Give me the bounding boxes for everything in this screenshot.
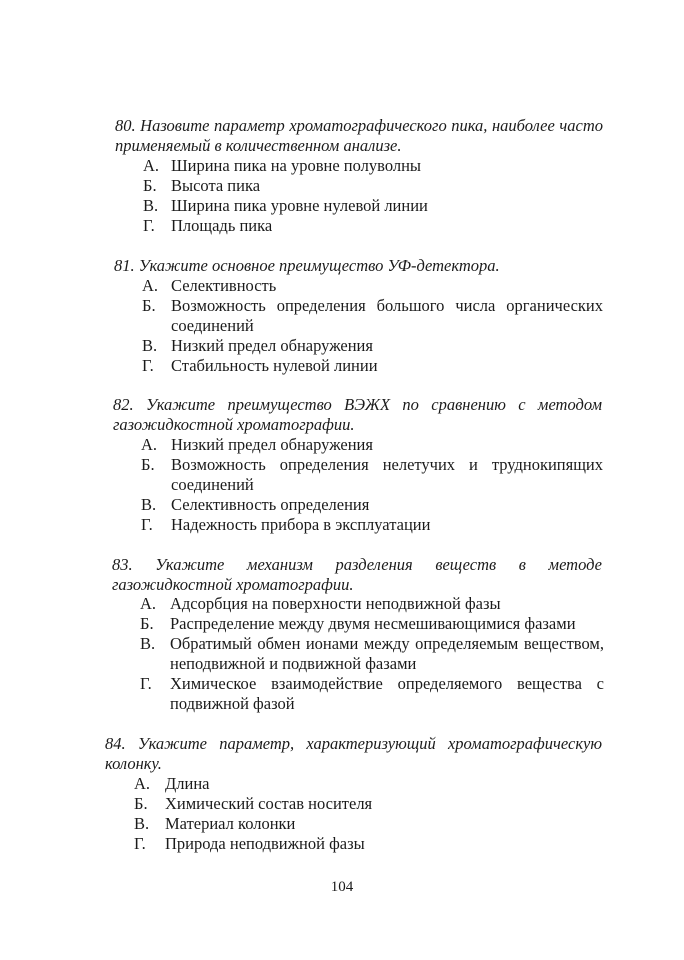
option-letter: А. xyxy=(141,435,158,454)
option-letter: В. xyxy=(143,196,159,215)
option-text: Обратимый обмен ионами между определяемым веществом, неподвижной и подвижной фазами xyxy=(170,634,604,673)
option-text: Химический состав носителя xyxy=(165,794,373,813)
option-letter: Б. xyxy=(140,614,154,633)
question-text: 84. Укажите параметр, характеризующий хроматографическую колонку. xyxy=(105,734,602,773)
option-text: Адсорбция на поверхности неподвижной фазы xyxy=(170,594,501,613)
option-text: Химическое взаимодействие определяемого вещества с подвижной фазой xyxy=(170,674,604,713)
option-text: Возможность определения нелетучих и труднокипящих соединений xyxy=(171,455,603,494)
option-text: Высота пика xyxy=(171,176,261,195)
option-text: Площадь пика xyxy=(171,216,273,235)
question-text: 82. Укажите преимущество ВЭЖХ по сравнению с методом газожидкостной хроматографии. xyxy=(113,395,602,434)
question-text: 83. Укажите механизм разделения веществ в методе газожидкостной хроматографии. xyxy=(112,555,602,594)
option-text: Природа неподвижной фазы xyxy=(165,834,365,853)
option-text: Надежность прибора в эксплуатации xyxy=(171,515,431,534)
option-letter: Г. xyxy=(140,674,152,693)
option-letter: Г. xyxy=(142,356,154,375)
option-letter: Г. xyxy=(134,834,146,853)
option-letter: В. xyxy=(140,634,156,653)
option-letter: В. xyxy=(142,336,158,355)
option-text: Ширина пика уровне нулевой линии xyxy=(171,196,428,215)
question-text: 80. Назовите параметр хроматографического пика, наиболее часто применяемый в количественном анализе. xyxy=(115,116,603,155)
option-letter: В. xyxy=(141,495,157,514)
option-text: Селективность определения xyxy=(171,495,370,514)
option-text: Длина xyxy=(165,774,210,793)
option-text: Низкий предел обнаружения xyxy=(171,435,373,454)
option-letter: Б. xyxy=(142,296,156,315)
option-letter: А. xyxy=(143,156,160,175)
question-text: 81. Укажите основное преимущество УФ-детектора. xyxy=(114,256,500,275)
option-letter: Б. xyxy=(134,794,148,813)
option-letter: А. xyxy=(142,276,159,295)
option-text: Материал колонки xyxy=(165,814,296,833)
option-letter: Г. xyxy=(141,515,153,534)
option-letter: Г. xyxy=(143,216,155,235)
option-letter: Б. xyxy=(141,455,155,474)
option-letter: А. xyxy=(134,774,151,793)
option-text: Селективность xyxy=(171,276,277,295)
option-letter: Б. xyxy=(143,176,157,195)
option-text: Ширина пика на уровне полуволны xyxy=(171,156,422,175)
option-text: Распределение между двумя несмешивающимися фазами xyxy=(170,614,576,633)
option-text: Низкий предел обнаружения xyxy=(171,336,373,355)
option-letter: В. xyxy=(134,814,150,833)
option-text: Возможность определения большого числа органических соединений xyxy=(171,296,603,335)
option-letter: А. xyxy=(140,594,157,613)
option-text: Стабильность нулевой линии xyxy=(171,356,378,375)
page-number: 104 xyxy=(330,879,354,895)
